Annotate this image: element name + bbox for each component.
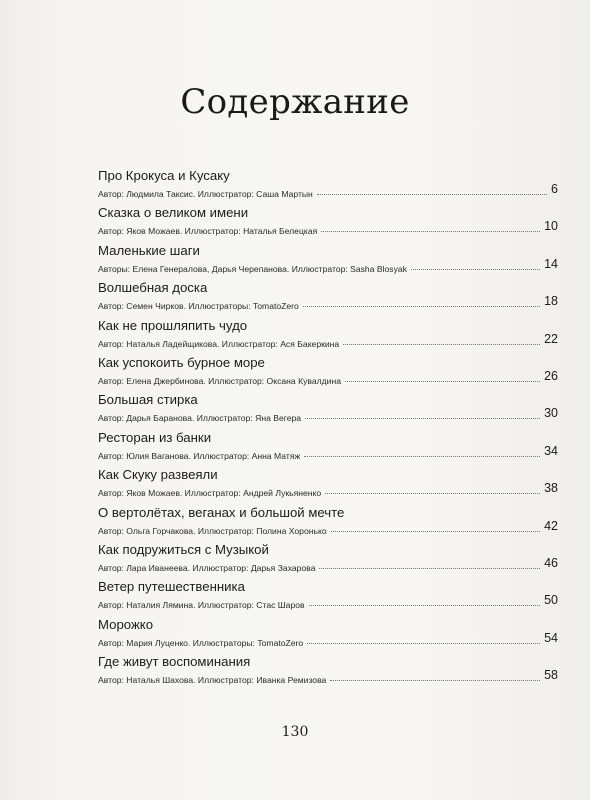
- toc-entry: [98, 654, 558, 691]
- credits-line: [98, 630, 558, 649]
- credits-line: [98, 182, 558, 200]
- toc-entry: [98, 617, 558, 654]
- dot-leader: [325, 493, 540, 494]
- story-credits: Автор: Мария Луценко. Иллюстраторы: TomatoZero: [98, 637, 304, 648]
- dot-leader: [411, 269, 540, 270]
- credits-line: [98, 481, 558, 499]
- story-title: Сказка о великом имени: [98, 205, 249, 221]
- credits-line: [98, 443, 558, 462]
- page-number: 22: [544, 331, 558, 346]
- story-credits: Автор: Наталья Ладейщикова. Иллюстратор: Ася Бакеркина: [98, 338, 340, 349]
- page-number: 26: [544, 368, 558, 383]
- page-number: 54: [544, 630, 558, 645]
- table-of-contents: [98, 168, 558, 691]
- credits-line: [98, 406, 558, 424]
- story-title: Как успокоить бурное море: [98, 354, 265, 370]
- credits-line: [98, 668, 558, 686]
- page-number: 18: [544, 294, 558, 309]
- credits-line: [98, 256, 558, 275]
- page-number: 46: [544, 555, 558, 570]
- story-title: Как подружиться с Музыкой: [98, 541, 269, 557]
- story-title: Морожко: [98, 616, 154, 632]
- dot-leader: [307, 643, 540, 644]
- toc-entry: [98, 280, 558, 317]
- dot-leader: [331, 531, 541, 532]
- story-title: Про Крокуса и Кусаку: [98, 168, 230, 183]
- story-credits: Автор: Юлия Ваганова. Иллюстратор: Анна Матяж: [98, 450, 301, 461]
- toc-entry: [98, 579, 558, 616]
- credits-line: [98, 294, 558, 312]
- page-number: 50: [544, 593, 558, 608]
- toc-entry: [98, 243, 558, 280]
- story-title: Ветер путешественника: [98, 579, 245, 595]
- story-title: Маленькие шаги: [98, 242, 200, 258]
- toc-entry: [98, 355, 558, 392]
- credits-line: [98, 219, 558, 237]
- dot-leader: [321, 231, 540, 232]
- toc-entry: [98, 392, 558, 429]
- page-number: 14: [544, 256, 558, 271]
- dot-leader: [319, 568, 540, 569]
- page-number: 34: [544, 443, 558, 458]
- credits-line: [98, 368, 558, 387]
- dot-leader: [345, 381, 540, 382]
- dot-leader: [330, 680, 540, 681]
- story-title: Большая стирка: [98, 392, 198, 408]
- dot-leader: [309, 605, 541, 606]
- dot-leader: [304, 456, 540, 457]
- page-number: 30: [544, 406, 558, 421]
- story-credits: Автор: Семен Чирков. Иллюстраторы: TomatoZero: [98, 301, 299, 312]
- page-number: 58: [544, 668, 558, 683]
- story-title: Как не прошляпить чудо: [98, 317, 248, 333]
- page-number: 6: [551, 182, 558, 196]
- story-credits: Автор: Наталия Лямина. Иллюстратор: Стас Шаров: [98, 600, 305, 611]
- story-credits: Автор: Яков Можаев. Иллюстратор: Андрей Лукьяненко: [98, 488, 322, 499]
- dot-leader: [305, 418, 540, 419]
- story-credits: Автор: Людмила Таксис. Иллюстратор: Саша Мартын: [98, 189, 313, 199]
- story-credits: Автор: Лара Иванеева. Иллюстратор: Дарья Захарова: [98, 562, 316, 573]
- page-title: Содержание: [180, 82, 410, 122]
- page-folio-number: 130: [281, 724, 309, 740]
- toc-entry: [98, 318, 558, 355]
- story-title: Где живут воспоминания: [98, 654, 251, 670]
- story-credits: Автор: Яков Можаев. Иллюстратор: Наталья Белецкая: [98, 226, 318, 237]
- dot-leader: [303, 306, 540, 307]
- dot-leader: [343, 344, 540, 345]
- story-credits: Автор: Елена Джербинова. Иллюстратор: Оксана Кувалдина: [98, 375, 341, 386]
- credits-line: [98, 555, 558, 574]
- page-number: 42: [544, 518, 558, 533]
- story-title: Как Скуку развеяли: [98, 467, 218, 483]
- story-credits: Автор: Ольга Горчакова. Иллюстратор: Полина Хоронько: [98, 525, 327, 536]
- toc-entry: [98, 168, 558, 205]
- story-title: О вертолётах, веганах и большой мечте: [98, 504, 345, 520]
- toc-entry: [98, 542, 558, 579]
- story-title: Волшебная доска: [98, 280, 208, 296]
- page-number: 38: [544, 481, 558, 496]
- credits-line: [98, 518, 558, 537]
- dot-leader: [317, 194, 547, 195]
- page-number: 10: [544, 219, 558, 234]
- credits-line: [98, 593, 558, 611]
- toc-entry: [98, 467, 558, 504]
- story-title: Ресторан из банки: [98, 429, 212, 445]
- story-credits: Авторы: Елена Генералова, Дарья Черепанова. Иллюстратор: Sasha Blosyak: [98, 263, 407, 274]
- story-credits: Автор: Наталья Шахова. Иллюстратор: Иванка Ремизова: [98, 675, 327, 686]
- story-credits: Автор: Дарья Баранова. Иллюстратор: Яна Вегера: [98, 413, 302, 424]
- credits-line: [98, 331, 558, 350]
- toc-entry: [98, 430, 558, 467]
- toc-entry: [98, 505, 558, 542]
- toc-entry: [98, 205, 558, 242]
